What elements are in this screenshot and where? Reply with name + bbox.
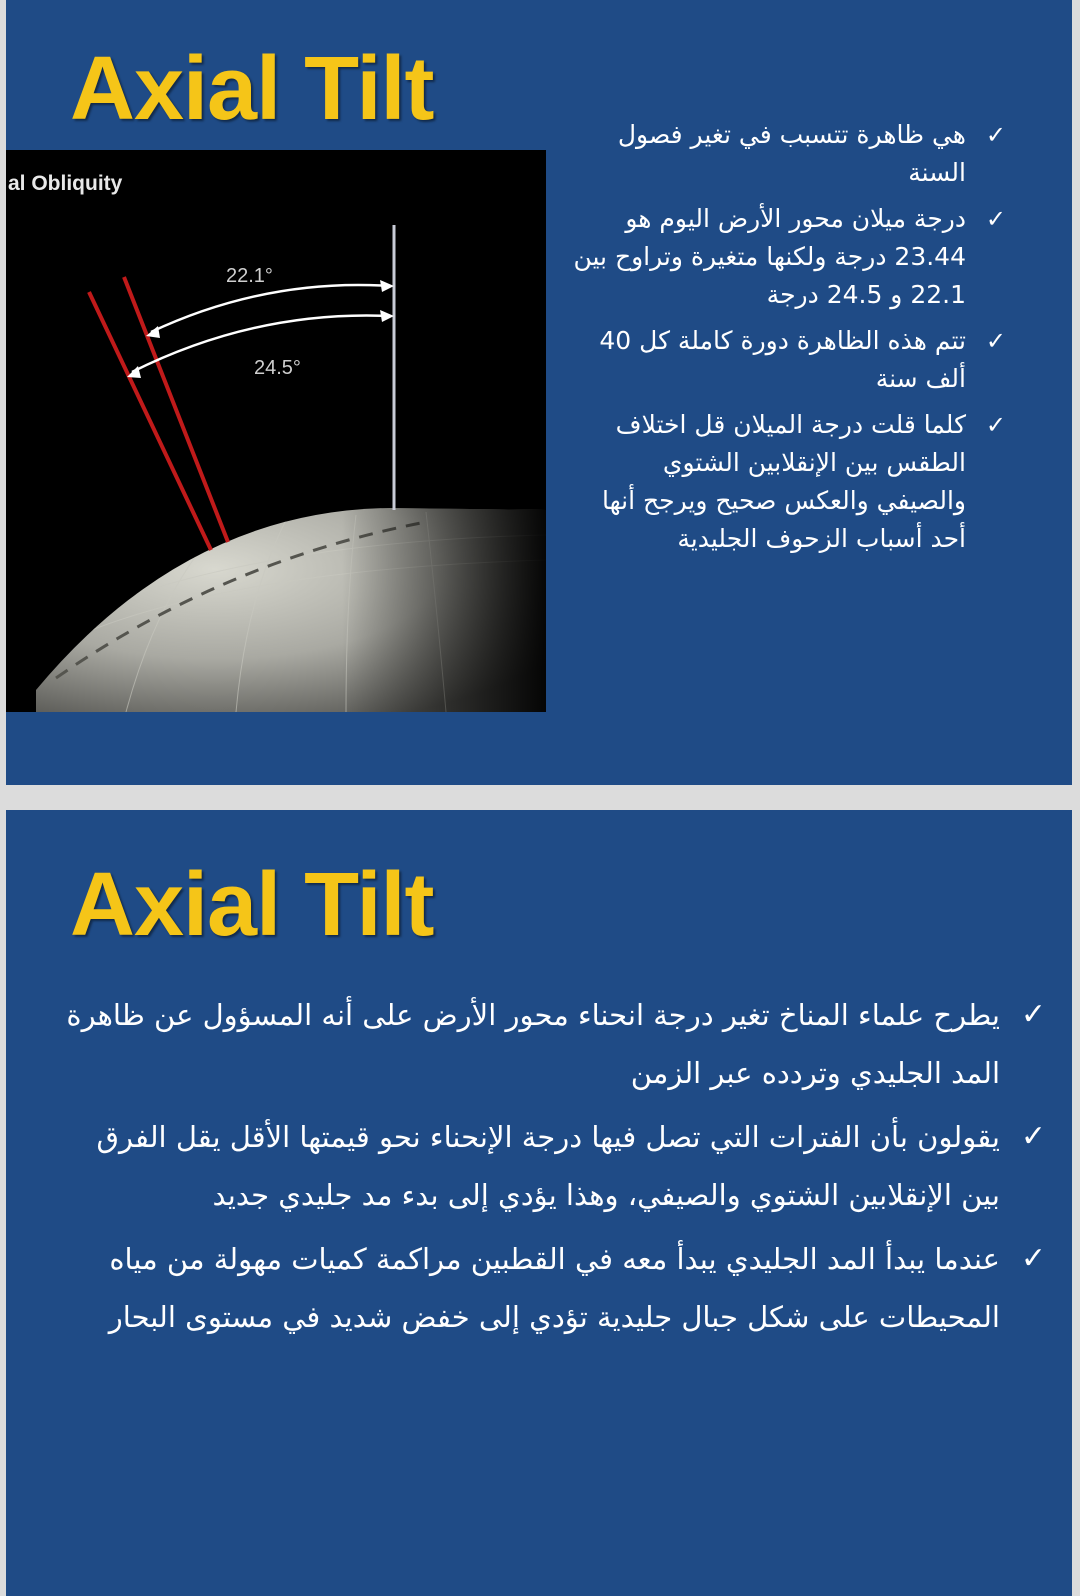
check-icon: ✓: [985, 205, 1006, 233]
check-icon: ✓: [1020, 997, 1046, 1032]
bullet-text: درجة ميلان محور الأرض اليوم هو 23.44 درجة ولكنها متغيرة وتراوح بين 22.1 و 24.5 درجة: [573, 204, 966, 309]
slide-1: [6, 0, 1072, 785]
tilt-axis-large: [89, 292, 211, 550]
figure-label: al Obliquity: [8, 172, 123, 195]
check-icon: ✓: [1020, 1119, 1046, 1154]
earth-globe: [36, 508, 546, 712]
angle-label-small: 22.1°: [226, 265, 273, 287]
bullet-list: [66, 986, 1046, 1352]
obliquity-diagram: [6, 150, 546, 712]
arrow-head: [380, 310, 394, 322]
bullet-list: [566, 116, 1006, 566]
slide-title: Axial Tilt: [70, 855, 434, 955]
bullet-item: [566, 322, 1006, 398]
check-icon: ✓: [985, 327, 1006, 355]
bullet-item: [66, 986, 1046, 1102]
arrow-head: [146, 326, 160, 338]
bullet-text: عندما يبدأ المد الجليدي يبدأ معه في القطبين مراكمة كميات مهولة من مياه المحيطات على شكل جبال جليدية تؤدي إلى خفض شديد في مستوى البحار: [108, 1242, 1000, 1334]
bullet-text: يطرح علماء المناخ تغير درجة انحناء محور الأرض على أنه المسؤول عن ظاهرة المد الجليدي وتردده عبر الزمن: [66, 998, 1000, 1090]
slide-title: Axial Tilt: [70, 39, 434, 139]
check-icon: ✓: [985, 411, 1006, 439]
bullet-text: يقولون بأن الفترات التي تصل فيها درجة الإنحناء نحو قيمتها الأقل يقل الفرق بين الإنقلابين الشتوي والصيفي، وهذا يؤدي إلى بدء مد جليدي جديد: [96, 1120, 1000, 1212]
slide-2: [6, 810, 1072, 1596]
bullet-item: [66, 1230, 1046, 1346]
check-icon: ✓: [985, 121, 1006, 149]
bullet-text: كلما قلت درجة الميلان قل اختلاف الطقس بين الإنقلابين الشتوي والصيفي والعكس صحيح ويرجح أنها أحد أسباب الزحوف الجليدية: [601, 410, 966, 553]
check-icon: ✓: [1020, 1241, 1046, 1276]
obliquity-figure: [6, 150, 546, 712]
arrow-head: [380, 280, 394, 292]
bullet-item: [66, 1108, 1046, 1224]
bullet-text: هي ظاهرة تتسبب في تغير فصول السنة: [617, 120, 966, 187]
bullet-item: [566, 406, 1006, 558]
bullet-item: [566, 200, 1006, 314]
bullet-text: تتم هذه الظاهرة دورة كاملة كل 40 ألف سنة: [599, 326, 966, 393]
bullet-item: [566, 116, 1006, 192]
tilt-axis-small: [124, 277, 228, 542]
angle-label-large: 24.5°: [254, 357, 301, 379]
